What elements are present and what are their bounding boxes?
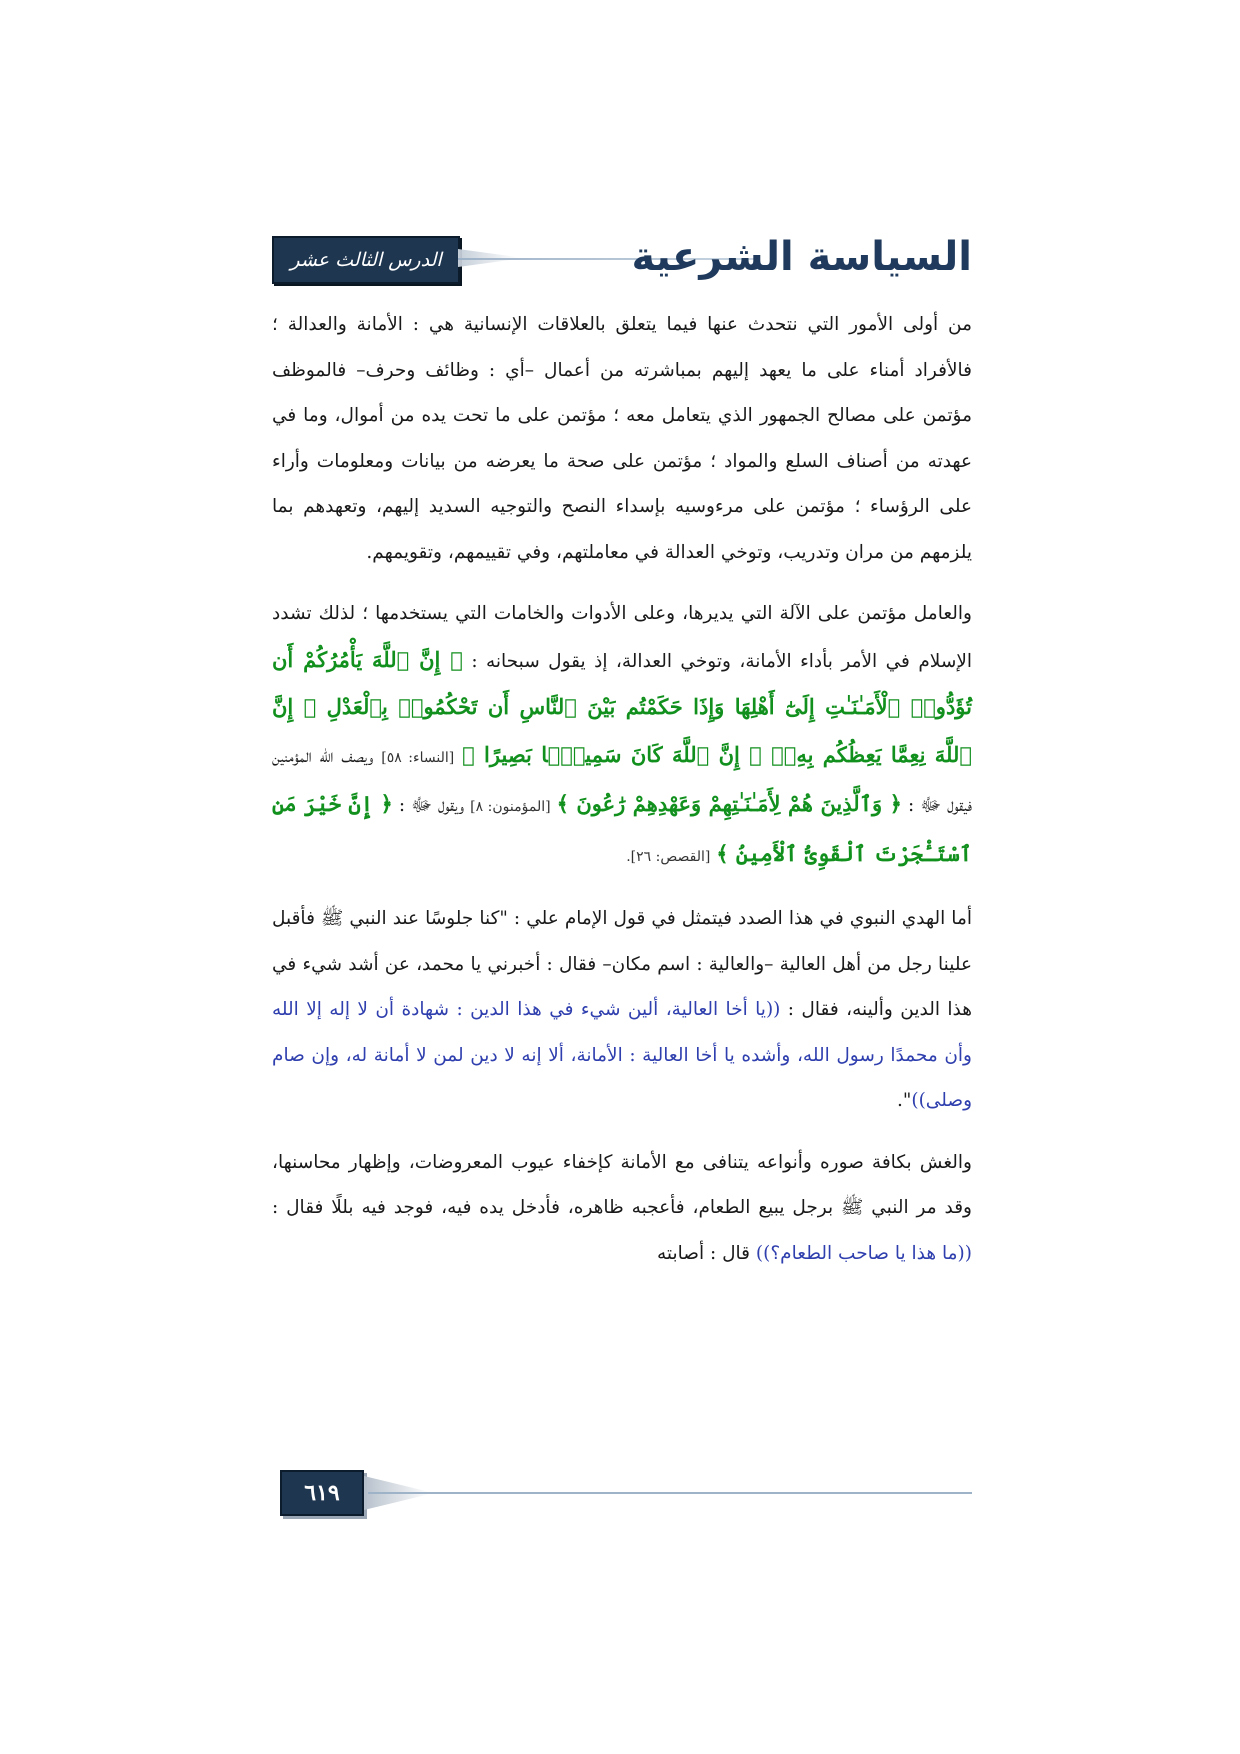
- verse-reference: [النساء: ٥٨]: [381, 749, 455, 766]
- page-header: [272, 228, 972, 288]
- lesson-label: الدرس الثالث عشر: [290, 249, 442, 271]
- paragraph-text: ".: [896, 1090, 912, 1111]
- hadith-quote: ((يا أخا العالية، ألين شيء في هذا الدين : شهادة أن لا إله إلا الله وأن محمدًا رسول الله، وأشده يا أخا العالية : الأمانة، ألا إنه لا دين لمن لا أمانة له، وإن صام وصلى)): [272, 999, 972, 1111]
- paragraph-text: ويصف الله المؤمنين فيقول ﷻ :: [272, 745, 973, 816]
- page-footer: [272, 1470, 972, 1520]
- paragraph-trust-justice: من أولى الأمور التي نتحدث عنها فيما يتعلق بالعلاقات الإنسانية هي : الأمانة والعدالة ؛ فالأفراد أمناء على ما يعهد إليهم بمباشرته من أعمال –أي : وظائف وحرف– فالموظف مؤتمن على مصالح الجمهور الذي يتعامل معه ؛ مؤتمن على ما تحت يده من أموال، وما في عهدته من أصناف السلع والمواد ؛ مؤتمن على صحة ما يعرضه من بيانات ومعلومات وأراء على الرؤساء ؛ مؤتمن على مرءوسيه بإسداء النصح والتوجيه السديد إليهم، وتعهدهم بما يلزمهم من مران وتدريب، وتوخي العدالة في معاملتهم، وفي تقييمهم، وتقويمهم.: [272, 314, 972, 563]
- hadith-quote: ((ما هذا يا صاحب الطعام؟)): [755, 1242, 972, 1264]
- paragraph-hadith-ali: [272, 896, 972, 1124]
- quran-verse: ﴿ وَٱلَّذِينَ هُمْ لِأَمَـٰنَـٰتِهِمْ وَعَهْدِهِمْ رَٰعُونَ ﴾: [556, 791, 902, 816]
- paragraph-quran-verses: [272, 591, 972, 880]
- paragraph-text: والغش بكافة صوره وأنواعه يتنافى مع الأمانة كإخفاء عيوب المعروضات، وإظهار محاسنها، وقد مر النبي ﷺ برجل يبيع الطعام، فأعجبه ظاهره، فأدخل يده فيه، فوجد فيه بللًا فقال :: [272, 1151, 972, 1218]
- footer-divider: [368, 1492, 972, 1494]
- lesson-badge: [272, 236, 460, 284]
- page-number: ٦١٩: [280, 1470, 364, 1516]
- paragraph-text: أما الهدي النبوي في هذا الصدد فيتمثل في قول الإمام علي : "كنا جلوسًا عند النبي ﷺ فأقبل علينا رجل من أهل العالية –والعالية : اسم مكان– فقال : أخبرني يا محمد، عن أشد شيء في هذا الدين وألينه، فقال :: [272, 908, 972, 1020]
- paragraph-fraud: [272, 1140, 972, 1277]
- paragraph-text: قال : أصابته: [656, 1242, 751, 1264]
- quran-verse: ﴿ إِنَّ ٱللَّهَ يَأْمُرُكُمْ أَن تُؤَدُّوا۟ ٱلْأَمَـٰنَـٰتِ إِلَىٰٓ أَهْلِهَا وَإِذَا حَكَمْتُم بَيْنَ ٱلنَّاسِ أَن تَحْكُمُوا۟ بِٱلْعَدْلِ ۚ إِنَّ ٱللَّهَ نِعِمَّا يَعِظُكُم بِهِۦٓ ۗ إِنَّ ٱللَّهَ كَانَ سَمِيعًۢا بَصِيرًا ﴾: [272, 646, 972, 767]
- verse-reference: [المؤمنون: ٨]: [470, 799, 551, 815]
- quran-verse: ﴿ إِنَّ خَيْرَ مَنِ ٱسْتَـْٔجَرْتَ ٱلْقَوِىُّ ٱلْأَمِينُ ﴾: [272, 791, 972, 866]
- paragraph-text: ويقول ﷻ :: [398, 795, 465, 816]
- verse-reference: [القصص: ٢٦].: [626, 848, 711, 865]
- paragraph-text: والعامل مؤتمن على الآلة التي يديرها، وعلى الأدوات والخامات التي يستخدمها ؛ لذلك تشدد الإسلام في الأمر بأداء الأمانة، وتوخي العدالة، إذ يقول سبحانه :: [272, 603, 973, 672]
- chapter-title: السياسة الشرعية: [631, 234, 972, 280]
- page-body: [272, 302, 972, 1292]
